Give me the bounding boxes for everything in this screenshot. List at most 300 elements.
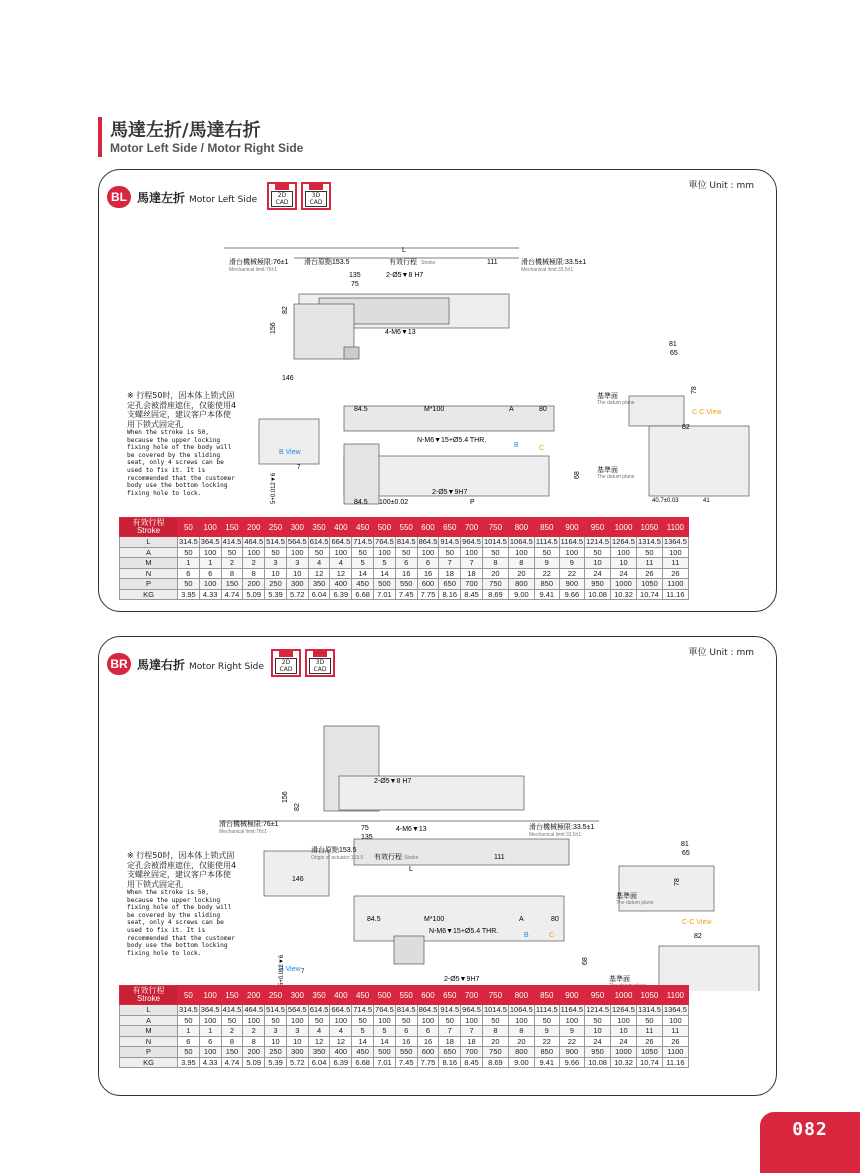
- table-cell: 5.39: [265, 589, 287, 600]
- stroke-col-header: 800: [508, 986, 534, 1005]
- table-cell: 1: [199, 558, 221, 569]
- stroke-col-header: 300: [286, 518, 308, 537]
- table-cell: 26: [636, 1036, 662, 1047]
- table-cell: 6: [178, 568, 200, 579]
- spec-table: [119, 985, 689, 1068]
- table-cell: 100: [374, 547, 396, 558]
- table-cell: 12: [330, 1036, 352, 1047]
- dim-A: A: [509, 406, 514, 413]
- table-cell: 24: [585, 1036, 611, 1047]
- table-cell: 500: [374, 1047, 396, 1058]
- mech-right-label: 滑台機械極限:33.5±1: [521, 259, 587, 266]
- table-cell: 50: [439, 1015, 461, 1026]
- table-cell: 250: [265, 579, 287, 590]
- table-cell: 18: [461, 1036, 483, 1047]
- table-cell: 1264.5: [612, 537, 635, 547]
- stroke-col-header: 600: [417, 518, 439, 537]
- table-cell: 6: [199, 1036, 221, 1047]
- mech-left-en: Mechanical limit:76±1: [229, 267, 278, 273]
- cad-2d-label: 2D CAD: [271, 191, 293, 207]
- table-cell: 5: [352, 558, 374, 569]
- stroke-col-header: 550: [395, 518, 417, 537]
- table-cell: 1000: [611, 1047, 637, 1058]
- table-cell: 50: [534, 547, 559, 558]
- row-label: A: [120, 1015, 178, 1026]
- table-cell: 9: [534, 1026, 559, 1037]
- dim-156: 156: [282, 791, 289, 803]
- dim-68: 68: [582, 957, 589, 965]
- dim-L: L: [409, 866, 413, 873]
- table-cell: 1364.5: [663, 1005, 687, 1015]
- stroke-col-header: 800: [508, 518, 534, 537]
- table-cell: 564.5: [287, 1005, 307, 1015]
- table-cell: 250: [265, 1047, 287, 1058]
- table-cell: 750: [482, 1047, 508, 1058]
- table-cell: 50: [636, 547, 662, 558]
- mech-left-label: 滑台機械極限:76±1: [219, 821, 279, 828]
- dim-7: 7: [301, 969, 305, 975]
- dim-80: 80: [551, 916, 559, 923]
- table-cell: 100: [243, 1015, 265, 1026]
- table-cell: 10: [611, 558, 637, 569]
- table-cell: 50: [221, 547, 243, 558]
- table-cell: 1114.5: [535, 1005, 558, 1015]
- table-cell: 650: [439, 579, 461, 590]
- table-cell: 7: [439, 558, 461, 569]
- datum-label-cc: 基準面: [597, 467, 618, 474]
- table-cell: 5.39: [265, 1057, 287, 1068]
- table-cell: 1064.5: [509, 1005, 533, 1015]
- stroke-col-header: 1000: [611, 518, 637, 537]
- datum-label: 基準面: [616, 893, 637, 900]
- dim-82-cc: 82: [694, 933, 702, 940]
- stroke-col-header: 450: [352, 986, 374, 1005]
- table-cell: 8: [482, 1026, 508, 1037]
- table-cell: 614.5: [309, 537, 329, 547]
- unit-label: 單位 Unit : mm: [688, 181, 754, 191]
- table-cell: 100: [330, 547, 352, 558]
- stroke-col-header: 350: [308, 986, 330, 1005]
- table-cell: 350: [308, 579, 330, 590]
- mech-left-label: 滑台機械極限:76±1: [229, 259, 289, 266]
- row-label: N: [120, 568, 178, 579]
- table-cell: 10.74: [636, 1057, 662, 1068]
- table-cell: 8: [508, 558, 534, 569]
- table-row: [120, 579, 689, 590]
- table-cell: 1214.5: [586, 537, 610, 547]
- table-cell: 8.69: [482, 589, 508, 600]
- dim-78: 78: [674, 878, 681, 886]
- table-cell: 26: [662, 568, 688, 579]
- table-cell: 20: [508, 568, 534, 579]
- table-cell: 8: [482, 558, 508, 569]
- table-cell: 714.5: [353, 1005, 373, 1015]
- table-cell: 450: [352, 1047, 374, 1058]
- table-cell: 5.72: [286, 1057, 308, 1068]
- table-cell: 4.33: [199, 1057, 221, 1068]
- table-cell: 8: [243, 1036, 265, 1047]
- cc-view-label: C-C View: [692, 409, 722, 416]
- dim-82: 82: [294, 803, 301, 811]
- table-cell: 100: [662, 547, 688, 558]
- table-cell: 1050: [636, 579, 662, 590]
- table-cell: 50: [636, 1015, 662, 1026]
- table-cell: 864.5: [418, 537, 438, 547]
- table-cell: 814.5: [396, 537, 416, 547]
- table-cell: 50: [585, 547, 611, 558]
- table-cell: 364.5: [200, 1005, 220, 1015]
- table-cell: 5.72: [286, 589, 308, 600]
- table-cell: 4: [330, 1026, 352, 1037]
- table-cell: 100: [461, 547, 483, 558]
- table-cell: 6: [395, 1026, 417, 1037]
- table-cell: 50: [352, 547, 374, 558]
- b-view-dim: 5+0.012▼6: [279, 954, 285, 986]
- stroke-col-header: 450: [352, 518, 374, 537]
- cad-2d-icon[interactable]: [267, 182, 297, 210]
- table-cell: 414.5: [222, 537, 242, 547]
- dim-146: 146: [282, 375, 294, 382]
- hole-c: 2-Ø5▼9H7: [444, 976, 480, 983]
- table-cell: 16: [395, 1036, 417, 1047]
- section-title: [137, 656, 264, 673]
- table-cell: 10: [611, 1026, 637, 1037]
- table-cell: 26: [662, 1036, 688, 1047]
- origin-en: Origin of actuator:153.5: [311, 855, 364, 861]
- dim-68: 68: [574, 471, 581, 479]
- stroke-col-header: 650: [439, 986, 461, 1005]
- table-cell: 9: [559, 1026, 584, 1037]
- table-cell: 5: [374, 558, 396, 569]
- table-cell: 1214.5: [586, 1005, 610, 1015]
- table-cell: 50: [265, 1015, 287, 1026]
- table-cell: 650: [439, 1047, 461, 1058]
- table-cell: 1064.5: [509, 537, 533, 547]
- stroke-col-header: 350: [308, 518, 330, 537]
- table-cell: 7: [461, 558, 483, 569]
- stroke-col-header: 850: [534, 986, 559, 1005]
- stroke-col-header: 500: [374, 518, 396, 537]
- stroke-col-header: 750: [482, 986, 508, 1005]
- dim-111: 111: [487, 259, 498, 266]
- dim-80: 80: [539, 406, 547, 413]
- table-cell: 1: [199, 1026, 221, 1037]
- dim-135: 135: [349, 272, 361, 279]
- dim-84.5: 84.5: [367, 916, 381, 923]
- table-cell: 1264.5: [612, 1005, 635, 1015]
- table-cell: 9.41: [534, 589, 559, 600]
- table-cell: 10.74: [636, 589, 662, 600]
- stroke-note-zh: ※ 行程50时，因本体上锁式固定孔会被滑座遮住，仅能使用4支螺丝固定，建议客户本体使用下锁式固定孔: [127, 391, 237, 429]
- table-cell: 100: [417, 1015, 439, 1026]
- table-cell: 150: [221, 1047, 243, 1058]
- table-cell: 8: [508, 1026, 534, 1037]
- table-row: [120, 558, 689, 569]
- cad-3d-icon[interactable]: [301, 182, 331, 210]
- table-cell: 11.16: [662, 1057, 688, 1068]
- table-cell: 100: [286, 1015, 308, 1026]
- stroke-col-header: 700: [461, 986, 483, 1005]
- table-row: [120, 1047, 689, 1058]
- table-cell: 2: [243, 558, 265, 569]
- table-cell: 2: [221, 558, 243, 569]
- dim-84.5-b: 84.5: [354, 499, 368, 506]
- table-cell: 450: [352, 579, 374, 590]
- table-cell: 8: [221, 568, 243, 579]
- table-cell: 16: [395, 568, 417, 579]
- table-cell: 1: [178, 1026, 200, 1037]
- section-badge: BL: [107, 186, 131, 208]
- stroke-col-header: 150: [221, 518, 243, 537]
- table-cell: 1364.5: [663, 537, 687, 547]
- table-cell: 500: [374, 579, 396, 590]
- datum-en: The datum plane: [597, 400, 635, 406]
- stroke-col-header: 950: [585, 986, 611, 1005]
- datum-en-cc: The datum plane: [597, 474, 635, 480]
- table-row: [120, 1015, 689, 1026]
- table-cell: 1314.5: [637, 537, 661, 547]
- header-accent-bar: [98, 117, 102, 157]
- table-cell: 3: [286, 558, 308, 569]
- table-cell: 14: [374, 568, 396, 579]
- label-B: B: [524, 932, 529, 939]
- hole-a: 2-Ø5▼8 H7: [386, 272, 424, 279]
- table-cell: 1000: [611, 579, 637, 590]
- table-cell: 50: [308, 1015, 330, 1026]
- label-B: B: [514, 442, 519, 449]
- table-cell: 850: [534, 579, 559, 590]
- dim-M100: M*100: [424, 406, 445, 413]
- table-cell: 2: [221, 1026, 243, 1037]
- stroke-col-header: 650: [439, 518, 461, 537]
- mech-left-en: Mechanical limit:76±1: [219, 829, 268, 835]
- table-cell: 50: [178, 547, 200, 558]
- table-cell: 7.75: [417, 589, 439, 600]
- table-cell: 514.5: [266, 537, 285, 547]
- table-cell: 4: [330, 558, 352, 569]
- cad-3d-label: 3D CAD: [305, 191, 327, 207]
- table-cell: 6.39: [330, 589, 352, 600]
- table-row: [120, 547, 689, 558]
- table-cell: 7.01: [374, 589, 396, 600]
- table-cell: 350: [308, 1047, 330, 1058]
- stroke-en: Stroke: [404, 855, 419, 861]
- stroke-col-header: 200: [243, 518, 265, 537]
- table-cell: 10: [585, 558, 611, 569]
- table-row: [120, 589, 689, 600]
- table-cell: 100: [559, 1015, 584, 1026]
- stroke-col-header: 1050: [636, 518, 662, 537]
- dim-81: 81: [681, 841, 689, 848]
- table-cell: 950: [585, 579, 611, 590]
- table-cell: 700: [461, 579, 483, 590]
- stroke-col-header: 900: [559, 518, 584, 537]
- table-cell: 100: [461, 1015, 483, 1026]
- row-label: KG: [120, 1057, 178, 1068]
- table-cell: 1014.5: [483, 1005, 507, 1015]
- table-cell: 1164.5: [560, 1005, 584, 1015]
- dim-40.7: 40.7±0.03: [652, 498, 679, 504]
- stroke-col-header: 500: [374, 986, 396, 1005]
- table-cell: 10.32: [611, 589, 637, 600]
- origin-label: 滑台原點153.5: [311, 847, 357, 854]
- page-number: 082: [760, 1112, 860, 1173]
- row-label: M: [120, 558, 178, 569]
- table-cell: 22: [534, 1036, 559, 1047]
- stroke-col-header: 1000: [611, 986, 637, 1005]
- row-label: L: [120, 537, 178, 548]
- table-row: [120, 1005, 689, 1016]
- table-cell: 7.01: [374, 1057, 396, 1068]
- table-cell: 100: [286, 547, 308, 558]
- b-view-dim: 5+0.012▼6: [271, 472, 277, 504]
- table-cell: 8.16: [439, 589, 461, 600]
- table-cell: 764.5: [375, 1005, 394, 1015]
- dim-M100: M*100: [424, 916, 445, 923]
- table-cell: 550: [395, 579, 417, 590]
- row-label: P: [120, 579, 178, 590]
- table-cell: 3.95: [178, 589, 200, 600]
- table-cell: 50: [352, 1015, 374, 1026]
- table-cell: 9.66: [559, 1057, 584, 1068]
- cad-2d-icon[interactable]: [271, 649, 301, 677]
- table-cell: 22: [559, 1036, 584, 1047]
- table-cell: 464.5: [244, 537, 264, 547]
- stroke-col-header: 100: [199, 986, 221, 1005]
- table-cell: 6.68: [352, 1057, 374, 1068]
- table-cell: 4.74: [221, 1057, 243, 1068]
- section-badge: BR: [107, 653, 131, 675]
- table-cell: 6: [199, 568, 221, 579]
- table-cell: 8: [221, 1036, 243, 1047]
- table-cell: 11.16: [662, 589, 688, 600]
- table-cell: 11: [636, 1026, 662, 1037]
- table-cell: 10.32: [611, 1057, 637, 1068]
- dim-65: 65: [670, 350, 678, 357]
- table-cell: 4.33: [199, 589, 221, 600]
- table-cell: 6.39: [330, 1057, 352, 1068]
- table-cell: 5.09: [243, 1057, 265, 1068]
- row-label: P: [120, 1047, 178, 1058]
- dim-L: L: [402, 247, 406, 254]
- table-cell: 900: [559, 1047, 584, 1058]
- label-C: C: [549, 932, 555, 939]
- table-cell: 22: [559, 568, 584, 579]
- dim-81: 81: [669, 341, 677, 348]
- table-cell: 9.00: [508, 1057, 534, 1068]
- table-cell: 200: [243, 1047, 265, 1058]
- table-cell: 1114.5: [535, 537, 558, 547]
- table-cell: 150: [221, 579, 243, 590]
- table-cell: 800: [508, 579, 534, 590]
- table-cell: 7.45: [395, 589, 417, 600]
- table-cell: 5: [374, 1026, 396, 1037]
- table-row: [120, 537, 689, 548]
- stroke-col-header: 850: [534, 518, 559, 537]
- table-cell: 12: [308, 1036, 330, 1047]
- table-row: [120, 1026, 689, 1037]
- table-cell: 414.5: [222, 1005, 242, 1015]
- stroke-col-header: 50: [178, 986, 200, 1005]
- row-label: M: [120, 1026, 178, 1037]
- table-cell: 6: [417, 558, 439, 569]
- table-cell: 8.16: [439, 1057, 461, 1068]
- cad-2d-label: 2D CAD: [275, 658, 297, 674]
- cad-3d-label: 3D CAD: [309, 658, 331, 674]
- table-cell: 50: [178, 1047, 200, 1058]
- table-cell: 100: [417, 547, 439, 558]
- table-cell: 1164.5: [560, 537, 584, 547]
- table-cell: 964.5: [462, 1005, 481, 1015]
- stroke-note: [127, 851, 237, 957]
- table-cell: 10.08: [585, 1057, 611, 1068]
- table-cell: 714.5: [353, 537, 373, 547]
- table-cell: 850: [534, 1047, 559, 1058]
- datum-en: The datum plane: [616, 900, 654, 906]
- stroke-col-header: 1100: [662, 986, 688, 1005]
- table-cell: 100: [508, 1015, 534, 1026]
- table-cell: 864.5: [418, 1005, 438, 1015]
- thread-note: N-M6▼15+Ø5.4 THR.: [417, 437, 487, 444]
- table-cell: 6: [178, 1036, 200, 1047]
- section-title-en: Motor Right Side: [189, 662, 264, 672]
- stroke-note-en: When the stroke is 50, because the upper locking fixing hole of the body will be covered by the sliding seat, only 4 screws can be used to fix it. It is recommended that the customer body use the bottom locking fixing hole to lock.: [127, 889, 236, 957]
- table-cell: 26: [636, 568, 662, 579]
- table-cell: 200: [243, 579, 265, 590]
- stroke-col-header: 100: [199, 518, 221, 537]
- stroke-col-header: 700: [461, 518, 483, 537]
- table-cell: 5.09: [243, 589, 265, 600]
- table-cell: 3: [265, 558, 287, 569]
- origin-label: 滑台原點153.5: [304, 259, 350, 266]
- dim-75: 75: [351, 281, 359, 288]
- table-cell: 10: [585, 1026, 611, 1037]
- table-cell: 364.5: [200, 537, 220, 547]
- table-cell: 700: [461, 1047, 483, 1058]
- table-cell: 10: [265, 568, 287, 579]
- stroke-header: 有效行程 Stroke: [120, 518, 178, 537]
- table-cell: 16: [417, 1036, 439, 1047]
- dim-84.5: 84.5: [354, 406, 368, 413]
- table-cell: 8.69: [482, 1057, 508, 1068]
- table-cell: 6.68: [352, 589, 374, 600]
- table-cell: 100: [559, 547, 584, 558]
- row-label: L: [120, 1005, 178, 1016]
- table-cell: 10: [286, 568, 308, 579]
- table-cell: 400: [330, 1047, 352, 1058]
- table-cell: 50: [308, 547, 330, 558]
- table-cell: 664.5: [331, 537, 351, 547]
- table-cell: 400: [330, 579, 352, 590]
- table-cell: 24: [611, 568, 637, 579]
- cad-3d-icon[interactable]: [305, 649, 335, 677]
- table-cell: 18: [461, 568, 483, 579]
- table-cell: 8: [243, 568, 265, 579]
- table-cell: 7.75: [417, 1057, 439, 1068]
- table-cell: 100: [199, 579, 221, 590]
- stroke-col-header: 400: [330, 986, 352, 1005]
- stroke-col-header: 400: [330, 518, 352, 537]
- table-cell: 14: [352, 568, 374, 579]
- dim-82: 82: [282, 306, 289, 314]
- row-label: KG: [120, 589, 178, 600]
- hole-b: 4-M6▼13: [396, 826, 427, 833]
- table-cell: 12: [330, 568, 352, 579]
- dim-75: 75: [361, 825, 369, 832]
- cc-view-label: C-C View: [682, 919, 712, 926]
- stroke-note-en: When the stroke is 50, because the upper locking fixing hole of the body will be covered by the sliding seat, only 4 screws can be used to fix it. It is recommended that the customer body use the bottom locking fixing hole to lock.: [127, 429, 236, 497]
- table-cell: 614.5: [309, 1005, 329, 1015]
